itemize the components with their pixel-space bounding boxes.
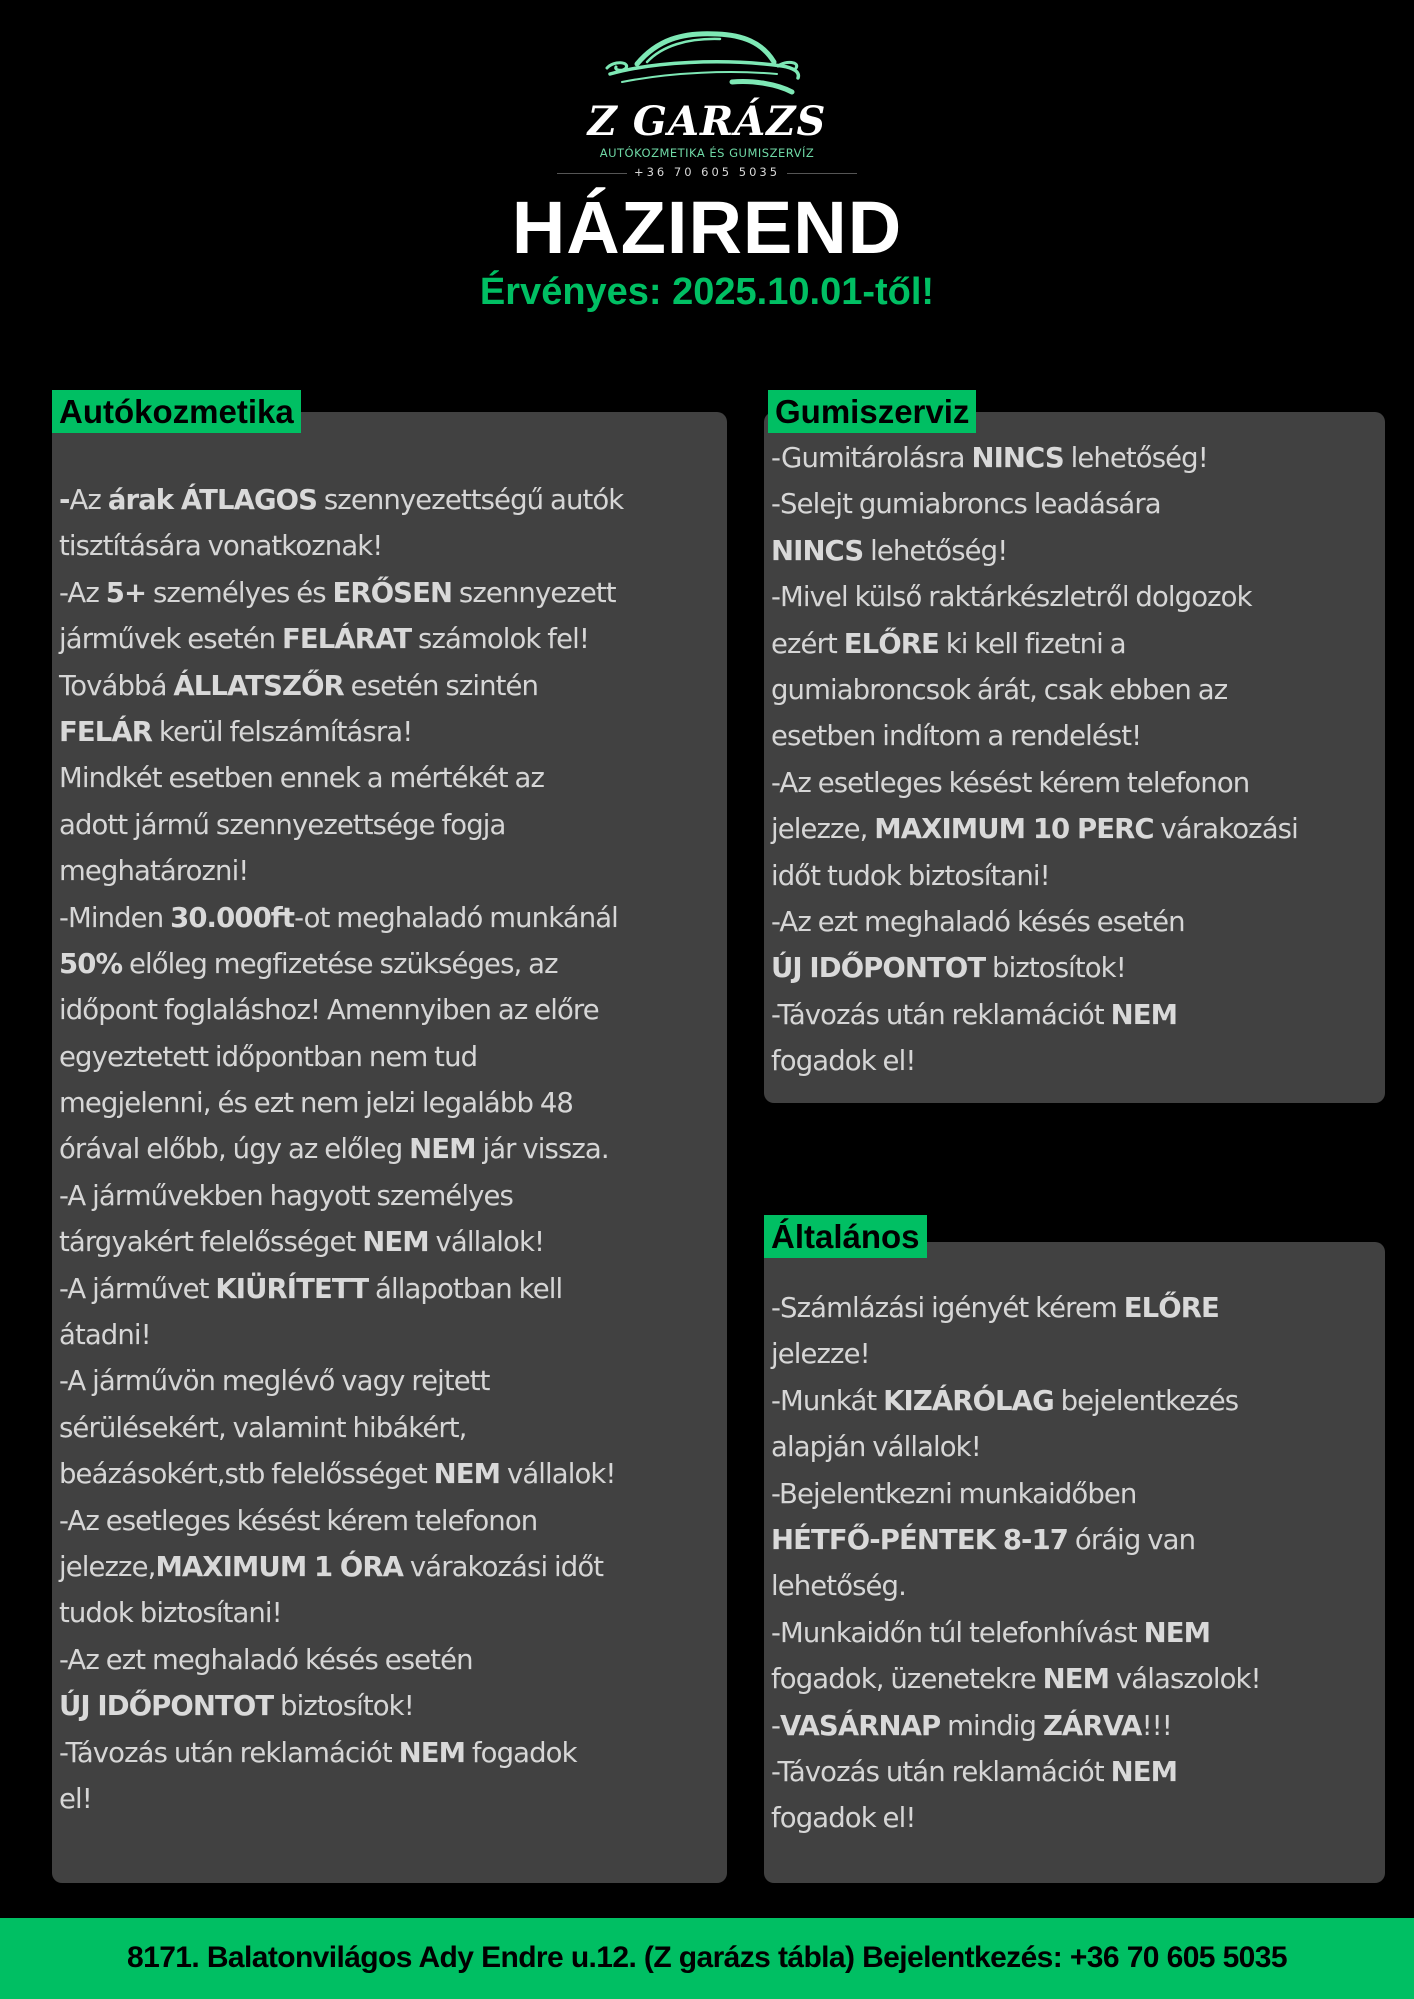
rule-text: lehetőség! [1063, 442, 1208, 474]
rule-line [771, 713, 1298, 759]
rule-line [771, 1285, 1261, 1331]
rule-emphasis: HÉTFŐ-PÉNTEK 8-17 [771, 1523, 1069, 1556]
rule-text: tisztítására vonatkoznak! [59, 530, 383, 563]
rule-emphasis: NINCS [771, 534, 864, 567]
rule-emphasis: KIZÁRÓLAG [883, 1384, 1054, 1417]
rule-text: várakozási [1153, 813, 1298, 846]
rule-emphasis: 50% [59, 947, 123, 980]
rule-text: válaszolok! [1109, 1663, 1261, 1696]
rule-line [59, 987, 623, 1033]
rule-text: -Az esetleges késést kérem telefonon [59, 1504, 538, 1537]
rule-text: adott jármű szennyezettsége fogja [59, 808, 506, 841]
page-title: HÁZIREND [511, 186, 903, 269]
rule-text: gumiabroncsok árát, csak ebben az [771, 673, 1228, 706]
rule-text: fogadok el! [771, 1045, 916, 1078]
rule-text: !!! [1141, 1709, 1172, 1742]
rule-line [59, 1126, 623, 1172]
rule-text: előleg megfizetése szükséges, az [122, 947, 558, 980]
rule-text: szennyezettségű autók [317, 484, 624, 516]
rule-line [771, 574, 1298, 620]
rule-text: - [771, 1709, 781, 1742]
rule-emphasis: NINCS [971, 442, 1064, 474]
rule-text: -Bejelentkezni munkaidőben [771, 1477, 1137, 1510]
rule-emphasis: VASÁRNAP [780, 1709, 941, 1742]
rule-line [771, 806, 1298, 852]
rule-text: -Selejt gumiabroncs leadására [771, 488, 1161, 521]
rule-line [771, 1610, 1261, 1656]
rule-text: -Távozás után reklamációt [771, 998, 1111, 1031]
rule-line [771, 1517, 1261, 1563]
rule-text: jelezze! [771, 1338, 870, 1371]
rule-text: átadni! [59, 1319, 151, 1352]
rule-text: alapján vállalok! [771, 1431, 981, 1464]
rule-emphasis: NEM [398, 1736, 466, 1769]
rule-text: fogadok [465, 1736, 577, 1769]
rule-emphasis: MAXIMUM 1 ÓRA [155, 1550, 404, 1583]
rule-line [771, 528, 1298, 574]
rule-line [771, 667, 1298, 713]
autokozmetika-title: Autókozmetika [52, 390, 301, 433]
rule-text: -Az ezt meghaladó késés esetén [59, 1643, 473, 1676]
rule-text: -Mivel külső raktárkészletről dolgozok [771, 581, 1252, 614]
rule-line [59, 895, 623, 941]
rule-line [771, 853, 1298, 899]
rule-line [771, 1038, 1298, 1084]
rule-emphasis: FELÁR [59, 715, 153, 748]
rule-line [59, 1498, 623, 1544]
rule-text: el! [59, 1782, 92, 1815]
rule-emphasis: árak ÁTLAGOS [107, 484, 318, 516]
rule-line [771, 1749, 1261, 1795]
rule-text: esetben indítom a rendelést! [771, 720, 1142, 753]
rule-emphasis: FELÁRAT [282, 623, 412, 656]
rule-text: ezért [771, 627, 844, 660]
rule-text: fogadok el! [771, 1802, 916, 1835]
altalanos-rules [771, 1285, 1261, 1842]
rule-line [59, 1080, 623, 1126]
rule-line [59, 1590, 623, 1636]
rule-line [771, 1703, 1261, 1749]
rule-line [771, 1331, 1261, 1377]
logo [557, 22, 857, 182]
rule-text: időt tudok biztosítani! [771, 859, 1050, 892]
rule-text: számolok fel! [411, 623, 589, 656]
gumiszerviz-title: Gumiszerviz [768, 390, 976, 433]
rule-line [59, 1219, 623, 1265]
rule-emphasis: NEM [433, 1458, 501, 1491]
rule-text: -Távozás után reklamációt [771, 1755, 1111, 1788]
rule-line [59, 1358, 623, 1404]
rule-line [59, 1544, 623, 1590]
rule-text: Továbbá [59, 669, 174, 702]
rule-emphasis: ELŐRE [1123, 1292, 1219, 1324]
rule-text: vállalok! [500, 1458, 616, 1491]
rule-text: ki kell fizetni a [938, 627, 1126, 660]
car-silhouette-icon [602, 22, 812, 102]
rule-emphasis: ERŐSEN [332, 576, 453, 609]
rule-line [59, 477, 623, 523]
rule-text: biztosítok! [273, 1690, 414, 1723]
brand-name: Z GARÁZS [587, 98, 827, 145]
rule-line [59, 1312, 623, 1358]
rule-text: -Munkát [771, 1384, 884, 1417]
rule-text: állapotban kell [368, 1272, 563, 1305]
rule-text: tárgyakért felelősséget [59, 1226, 363, 1259]
rule-text: -A járművön meglévő vagy rejtett [59, 1365, 490, 1398]
rule-emphasis: NEM [1110, 998, 1178, 1031]
brand-subtitle: AUTÓKOZMETIKA ÉS GUMISZERVÍZ [599, 146, 815, 160]
rule-text: mindig [940, 1709, 1043, 1742]
rule-text: -Számlázási igényét kérem [771, 1292, 1124, 1324]
rule-text: jelezze, [771, 813, 875, 846]
rule-line [771, 1424, 1261, 1470]
rule-text: vállalok! [428, 1226, 545, 1259]
gumiszerviz-rules [771, 435, 1298, 1084]
rule-text: biztosítok! [985, 952, 1126, 985]
rule-line [59, 616, 623, 662]
rule-line [771, 992, 1298, 1038]
rule-line [59, 709, 623, 755]
rule-line [59, 1776, 623, 1822]
rule-text: sérülésekért, valamint hibákért, [59, 1411, 467, 1444]
rule-line [771, 1656, 1261, 1702]
autokozmetika-rules [59, 477, 623, 1822]
rule-line [771, 1471, 1261, 1517]
rule-line [59, 802, 623, 848]
rule-line [59, 1730, 623, 1776]
rule-line [771, 1795, 1261, 1841]
rule-line [771, 621, 1298, 667]
rule-line [59, 941, 623, 987]
rule-text: jelezze, [59, 1550, 156, 1583]
rule-line [59, 1637, 623, 1683]
rule-text: -Gumitárolásra [771, 442, 972, 474]
rule-line [771, 481, 1298, 527]
footer-bar [0, 1918, 1414, 1999]
rule-emphasis: NEM [1042, 1663, 1110, 1696]
rule-emphasis: ÁLLATSZŐR [173, 669, 344, 702]
rule-line [59, 1451, 623, 1497]
rule-text: személyes és [146, 576, 333, 609]
valid-from: Érvényes: 2025.10.01-től! [479, 271, 935, 313]
rule-text: fogadok, üzenetekre [771, 1663, 1043, 1696]
rule-emphasis: ÚJ IDŐPONTOT [59, 1690, 274, 1723]
rule-text: -A járművet [59, 1272, 216, 1305]
rule-emphasis: ZÁRVA [1042, 1709, 1142, 1742]
rule-line [771, 1378, 1261, 1424]
rule-emphasis: NEM [362, 1226, 429, 1259]
footer-address-contact: 8171. Balatonvilágos Ady Endre u.12. (Z garázs tábla) Bejelentkezés: +36 70 605 5035 [127, 1941, 1287, 1974]
rule-text: szennyezett [452, 576, 616, 609]
rule-text: -Az ezt meghaladó késés esetén [771, 905, 1185, 938]
rule-text: esetén szintén [343, 669, 539, 702]
rule-line [59, 663, 623, 709]
rule-text: óráig van [1068, 1523, 1196, 1556]
rule-line [59, 755, 623, 801]
rule-text: Az [69, 484, 108, 516]
rule-text: beázásokért,stb felelősséget [59, 1458, 434, 1491]
rule-text: tudok biztosítani! [59, 1597, 282, 1630]
rule-line [59, 1266, 623, 1312]
rule-emphasis: 30.000ft [170, 901, 295, 934]
rule-line [59, 1173, 623, 1219]
rule-emphasis: NEM [409, 1133, 476, 1166]
rule-emphasis: NEM [1143, 1616, 1211, 1649]
altalanos-title: Általános [764, 1215, 927, 1258]
rule-emphasis: MAXIMUM 10 PERC [874, 813, 1154, 846]
rule-text: kerül felszámításra! [152, 715, 413, 748]
rule-line [59, 570, 623, 616]
rule-text: lehetőség! [863, 534, 1008, 567]
rule-emphasis: ELŐRE [843, 627, 939, 660]
rule-text: várakozási időt [403, 1550, 604, 1583]
rule-line [59, 848, 623, 894]
rule-line [771, 435, 1298, 481]
rule-text: -ot meghaladó munkánál [294, 901, 618, 934]
rule-text: lehetőség. [771, 1570, 906, 1603]
rule-text: -A járművekben hagyott személyes [59, 1179, 513, 1212]
rule-text: -Minden [59, 901, 171, 934]
rule-text: bejelentkezés [1053, 1384, 1239, 1417]
rule-line [59, 1683, 623, 1729]
rule-line [771, 945, 1298, 991]
rule-text: -Az esetleges késést kérem telefonon [771, 766, 1250, 799]
rule-line [59, 1405, 623, 1451]
rule-line [771, 1563, 1261, 1609]
rule-emphasis: NEM [1110, 1755, 1178, 1788]
rule-text: -Távozás után reklamációt [59, 1736, 399, 1769]
rule-text: Mindkét esetben ennek a mértékét az [59, 762, 544, 795]
rule-emphasis: - [59, 484, 70, 516]
rule-text: órával előbb, úgy az előleg [59, 1133, 410, 1166]
rule-emphasis: KIÜRÍTETT [215, 1272, 369, 1305]
rule-text: -Munkaidőn túl telefonhívást [771, 1616, 1144, 1649]
rule-line [59, 1034, 623, 1080]
rule-text: járművek esetén [59, 623, 283, 656]
rule-line [771, 760, 1298, 806]
rule-text: jár vissza. [475, 1133, 609, 1166]
rule-emphasis: 5+ [105, 576, 147, 609]
rule-text: megjelenni, és ezt nem jelzi legalább 48 [59, 1087, 574, 1120]
brand-phone: +36 70 605 5035 [557, 165, 857, 179]
rule-text: -Az [59, 576, 106, 609]
rule-text: időpont foglaláshoz! Amennyiben az előre [59, 994, 599, 1027]
rule-line [59, 523, 623, 569]
rule-line [771, 899, 1298, 945]
rule-text: meghatározni! [59, 855, 249, 888]
rule-emphasis: ÚJ IDŐPONTOT [771, 952, 986, 985]
rule-text: egyeztetett időpontban nem tud [59, 1040, 478, 1073]
